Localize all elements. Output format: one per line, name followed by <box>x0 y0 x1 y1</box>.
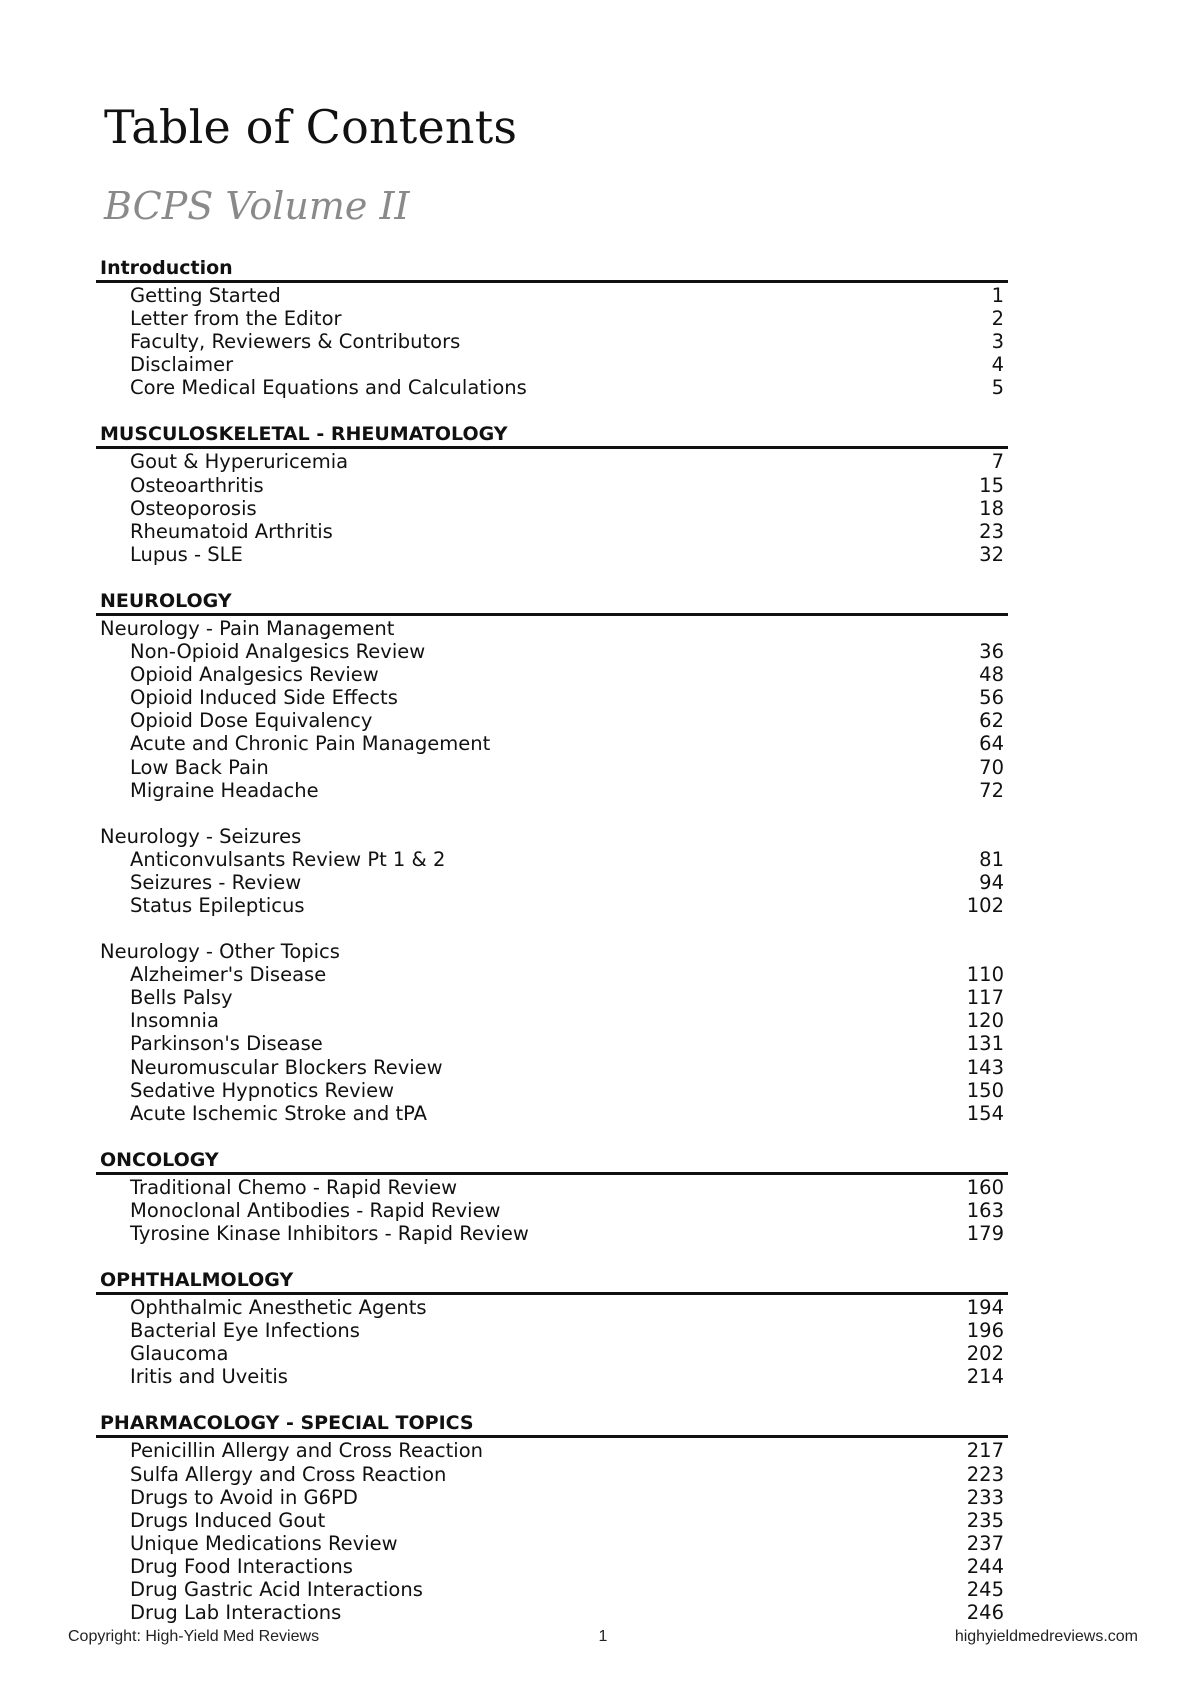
toc-entry[interactable] <box>96 1102 1008 1125</box>
toc-entry-page: 235 <box>966 1508 1004 1532</box>
toc-entry[interactable] <box>96 779 1008 802</box>
toc-section <box>96 256 1008 399</box>
toc-entry[interactable] <box>96 709 1008 732</box>
toc-group <box>96 1439 1008 1624</box>
section-heading: PHARMACOLOGY - SPECIAL TOPICS <box>96 1411 1008 1438</box>
toc-entry-label: Osteoarthritis <box>130 473 264 497</box>
page-footer <box>68 1628 1138 1648</box>
toc-entry-page: 245 <box>966 1578 1004 1602</box>
toc-entry-page: 179 <box>966 1222 1004 1245</box>
toc-entry-page: 62 <box>979 709 1004 733</box>
toc-entry-label: Disclaimer <box>130 353 234 377</box>
toc-entry-label: Parkinson's Disease <box>130 1032 323 1056</box>
toc-entry-page: 70 <box>979 755 1004 779</box>
toc-group <box>96 940 1008 1125</box>
toc-entry[interactable] <box>96 756 1008 779</box>
section-heading: ONCOLOGY <box>96 1148 1008 1175</box>
toc-entry[interactable] <box>96 1439 1008 1462</box>
toc-group <box>96 1176 1008 1245</box>
subsection-heading: Neurology - Pain Management <box>100 616 395 640</box>
toc-entry[interactable] <box>96 353 1008 376</box>
toc-entry-label: Unique Medications Review <box>130 1531 398 1555</box>
toc-entry-page: 3 <box>991 330 1004 354</box>
toc-entry-page: 2 <box>991 307 1004 331</box>
page-title: Table of Contents <box>104 100 518 154</box>
toc-section <box>96 589 1008 1125</box>
toc-entry[interactable] <box>96 848 1008 871</box>
section-heading: MUSCULOSKELETAL - RHEUMATOLOGY <box>96 422 1008 449</box>
toc-entry[interactable] <box>96 663 1008 686</box>
toc-entry-label: Opioid Induced Side Effects <box>130 686 398 710</box>
toc-entry-label: Osteoporosis <box>130 496 257 520</box>
toc-entry-label: Insomnia <box>130 1009 219 1033</box>
toc-entry-label: Drug Food Interactions <box>130 1554 353 1578</box>
toc-entry-page: 94 <box>979 870 1004 894</box>
toc-entry-page: 237 <box>966 1531 1004 1555</box>
toc-entry-page: 214 <box>966 1365 1004 1389</box>
toc-entry-label: Drugs to Avoid in G6PD <box>130 1485 358 1509</box>
toc-entry-page: 163 <box>966 1198 1004 1222</box>
toc-entry[interactable] <box>96 450 1008 473</box>
page-subtitle: BCPS Volume II <box>104 184 410 228</box>
toc-entry-label: Low Back Pain <box>130 755 269 779</box>
toc-entry-label: Sulfa Allergy and Cross Reaction <box>130 1462 447 1486</box>
toc-entry-label: Drug Gastric Acid Interactions <box>130 1578 423 1602</box>
toc-entry-page: 102 <box>966 893 1004 917</box>
toc-entry-page: 244 <box>966 1554 1004 1578</box>
toc-group <box>96 617 1008 802</box>
toc-entry-page: 246 <box>966 1601 1004 1625</box>
subsection-heading: Neurology - Other Topics <box>100 940 340 964</box>
toc-entry[interactable] <box>96 1032 1008 1055</box>
toc-entry[interactable] <box>96 871 1008 894</box>
table-of-contents <box>96 256 1008 1647</box>
footer-page-number: 1 <box>598 1628 608 1645</box>
toc-group <box>96 825 1008 917</box>
toc-entry-label: Tyrosine Kinase Inhibitors - Rapid Review <box>130 1222 529 1245</box>
toc-entry[interactable] <box>96 1601 1008 1624</box>
toc-entry-label: Gout & Hyperuricemia <box>130 450 349 474</box>
toc-entry-page: 223 <box>966 1462 1004 1486</box>
toc-entry[interactable] <box>96 1056 1008 1079</box>
toc-entry[interactable] <box>96 284 1008 307</box>
toc-entry-page: 5 <box>991 376 1004 400</box>
toc-entry-page: 150 <box>966 1078 1004 1102</box>
toc-group <box>96 284 1008 399</box>
toc-entry-page: 194 <box>966 1296 1004 1320</box>
toc-entry-label: Monoclonal Antibodies - Rapid Review <box>130 1198 501 1222</box>
toc-entry[interactable] <box>96 1296 1008 1319</box>
toc-entry[interactable] <box>96 686 1008 709</box>
toc-entry-page: 1 <box>991 284 1004 307</box>
toc-entry-page: 81 <box>979 847 1004 871</box>
toc-entry-label: Core Medical Equations and Calculations <box>130 376 527 400</box>
toc-entry[interactable] <box>96 1342 1008 1365</box>
toc-entry-label: Glaucoma <box>130 1342 229 1366</box>
toc-entry[interactable] <box>96 376 1008 399</box>
toc-section <box>96 1148 1008 1245</box>
toc-entry-page: 131 <box>966 1032 1004 1056</box>
toc-entry-label: Non-Opioid Analgesics Review <box>130 640 426 664</box>
toc-entry-page: 48 <box>979 663 1004 687</box>
toc-entry-label: Bacterial Eye Infections <box>130 1319 360 1343</box>
toc-entry-label: Anticonvulsants Review Pt 1 & 2 <box>130 847 446 871</box>
toc-entry-label: Migraine Headache <box>130 778 319 802</box>
toc-entry-label: Seizures - Review <box>130 870 302 894</box>
toc-entry-page: 72 <box>979 778 1004 802</box>
toc-entry[interactable] <box>96 732 1008 755</box>
toc-entry-page: 32 <box>979 542 1004 566</box>
toc-entry-label: Ophthalmic Anesthetic Agents <box>130 1296 427 1320</box>
toc-entry[interactable] <box>96 1319 1008 1342</box>
toc-entry-label: Drugs Induced Gout <box>130 1508 326 1532</box>
toc-entry[interactable] <box>96 1009 1008 1032</box>
toc-entry-page: 217 <box>966 1439 1004 1463</box>
toc-entry[interactable] <box>96 640 1008 663</box>
toc-entry[interactable] <box>96 330 1008 353</box>
toc-entry[interactable] <box>96 1509 1008 1532</box>
toc-entry[interactable] <box>96 520 1008 543</box>
toc-entry-label: Bells Palsy <box>130 986 233 1010</box>
toc-entry[interactable] <box>96 1079 1008 1102</box>
toc-entry-label: Opioid Dose Equivalency <box>130 709 373 733</box>
toc-group <box>96 450 1008 565</box>
toc-entry-page: 18 <box>979 496 1004 520</box>
toc-entry-label: Lupus - SLE <box>130 542 243 566</box>
toc-entry[interactable] <box>96 1578 1008 1601</box>
toc-entry-page: 117 <box>966 986 1004 1010</box>
toc-entry-label: Letter from the Editor <box>130 307 342 331</box>
toc-entry-page: 233 <box>966 1485 1004 1509</box>
toc-entry-page: 202 <box>966 1342 1004 1366</box>
toc-entry[interactable] <box>96 1532 1008 1555</box>
toc-section <box>96 1411 1008 1624</box>
toc-entry-label: Getting Started <box>130 284 281 307</box>
toc-entry[interactable] <box>96 307 1008 330</box>
toc-entry-label: Alzheimer's Disease <box>130 963 327 987</box>
toc-entry-label: Opioid Analgesics Review <box>130 663 379 687</box>
toc-entry-page: 15 <box>979 473 1004 497</box>
toc-entry-page: 23 <box>979 519 1004 543</box>
toc-entry[interactable] <box>96 1365 1008 1388</box>
toc-entry-label: Faculty, Reviewers & Contributors <box>130 330 461 354</box>
toc-entry-page: 64 <box>979 732 1004 756</box>
toc-entry[interactable] <box>96 1463 1008 1486</box>
subsection-heading: Neurology - Seizures <box>100 824 302 848</box>
toc-entry-page: 143 <box>966 1055 1004 1079</box>
toc-entry-page: 160 <box>966 1175 1004 1199</box>
toc-group <box>96 1296 1008 1388</box>
toc-entry[interactable] <box>96 1222 1008 1245</box>
toc-entry-page: 120 <box>966 1009 1004 1033</box>
toc-section <box>96 422 1008 565</box>
toc-entry-label: Traditional Chemo - Rapid Review <box>130 1175 458 1199</box>
toc-section <box>96 1268 1008 1388</box>
toc-entry-page: 196 <box>966 1319 1004 1343</box>
section-heading: Introduction <box>96 256 1008 283</box>
toc-entry[interactable] <box>96 1199 1008 1222</box>
toc-entry-label: Acute Ischemic Stroke and tPA <box>130 1101 427 1125</box>
toc-entry-page: 56 <box>979 686 1004 710</box>
footer-website: highyieldmedreviews.com <box>954 1628 1138 1645</box>
toc-entry-page: 4 <box>991 353 1004 377</box>
toc-entry[interactable] <box>96 986 1008 1009</box>
toc-entry[interactable] <box>96 543 1008 566</box>
section-heading: OPHTHALMOLOGY <box>96 1268 1008 1295</box>
toc-entry[interactable] <box>96 474 1008 497</box>
toc-entry-label: Neuromuscular Blockers Review <box>130 1055 443 1079</box>
footer-copyright: Copyright: High-Yield Med Reviews <box>68 1628 320 1645</box>
toc-entry-label: Acute and Chronic Pain Management <box>130 732 491 756</box>
toc-entry[interactable] <box>96 894 1008 917</box>
toc-entry-page: 110 <box>966 963 1004 987</box>
toc-entry[interactable] <box>96 497 1008 520</box>
toc-entry[interactable] <box>96 1176 1008 1199</box>
toc-entry[interactable] <box>96 1486 1008 1509</box>
toc-entry-label: Sedative Hypnotics Review <box>130 1078 395 1102</box>
toc-entry-label: Drug Lab Interactions <box>130 1601 342 1625</box>
toc-entry-label: Status Epilepticus <box>130 893 305 917</box>
toc-entry-page: 36 <box>979 640 1004 664</box>
section-heading: NEUROLOGY <box>96 589 1008 616</box>
toc-entry-label: Rheumatoid Arthritis <box>130 519 333 543</box>
toc-entry-page: 154 <box>966 1101 1004 1125</box>
toc-entry[interactable] <box>96 963 1008 986</box>
toc-entry-label: Penicillin Allergy and Cross Reaction <box>130 1439 483 1463</box>
toc-entry-label: Iritis and Uveitis <box>130 1365 288 1389</box>
toc-entry[interactable] <box>96 1555 1008 1578</box>
toc-entry-page: 7 <box>991 450 1004 474</box>
